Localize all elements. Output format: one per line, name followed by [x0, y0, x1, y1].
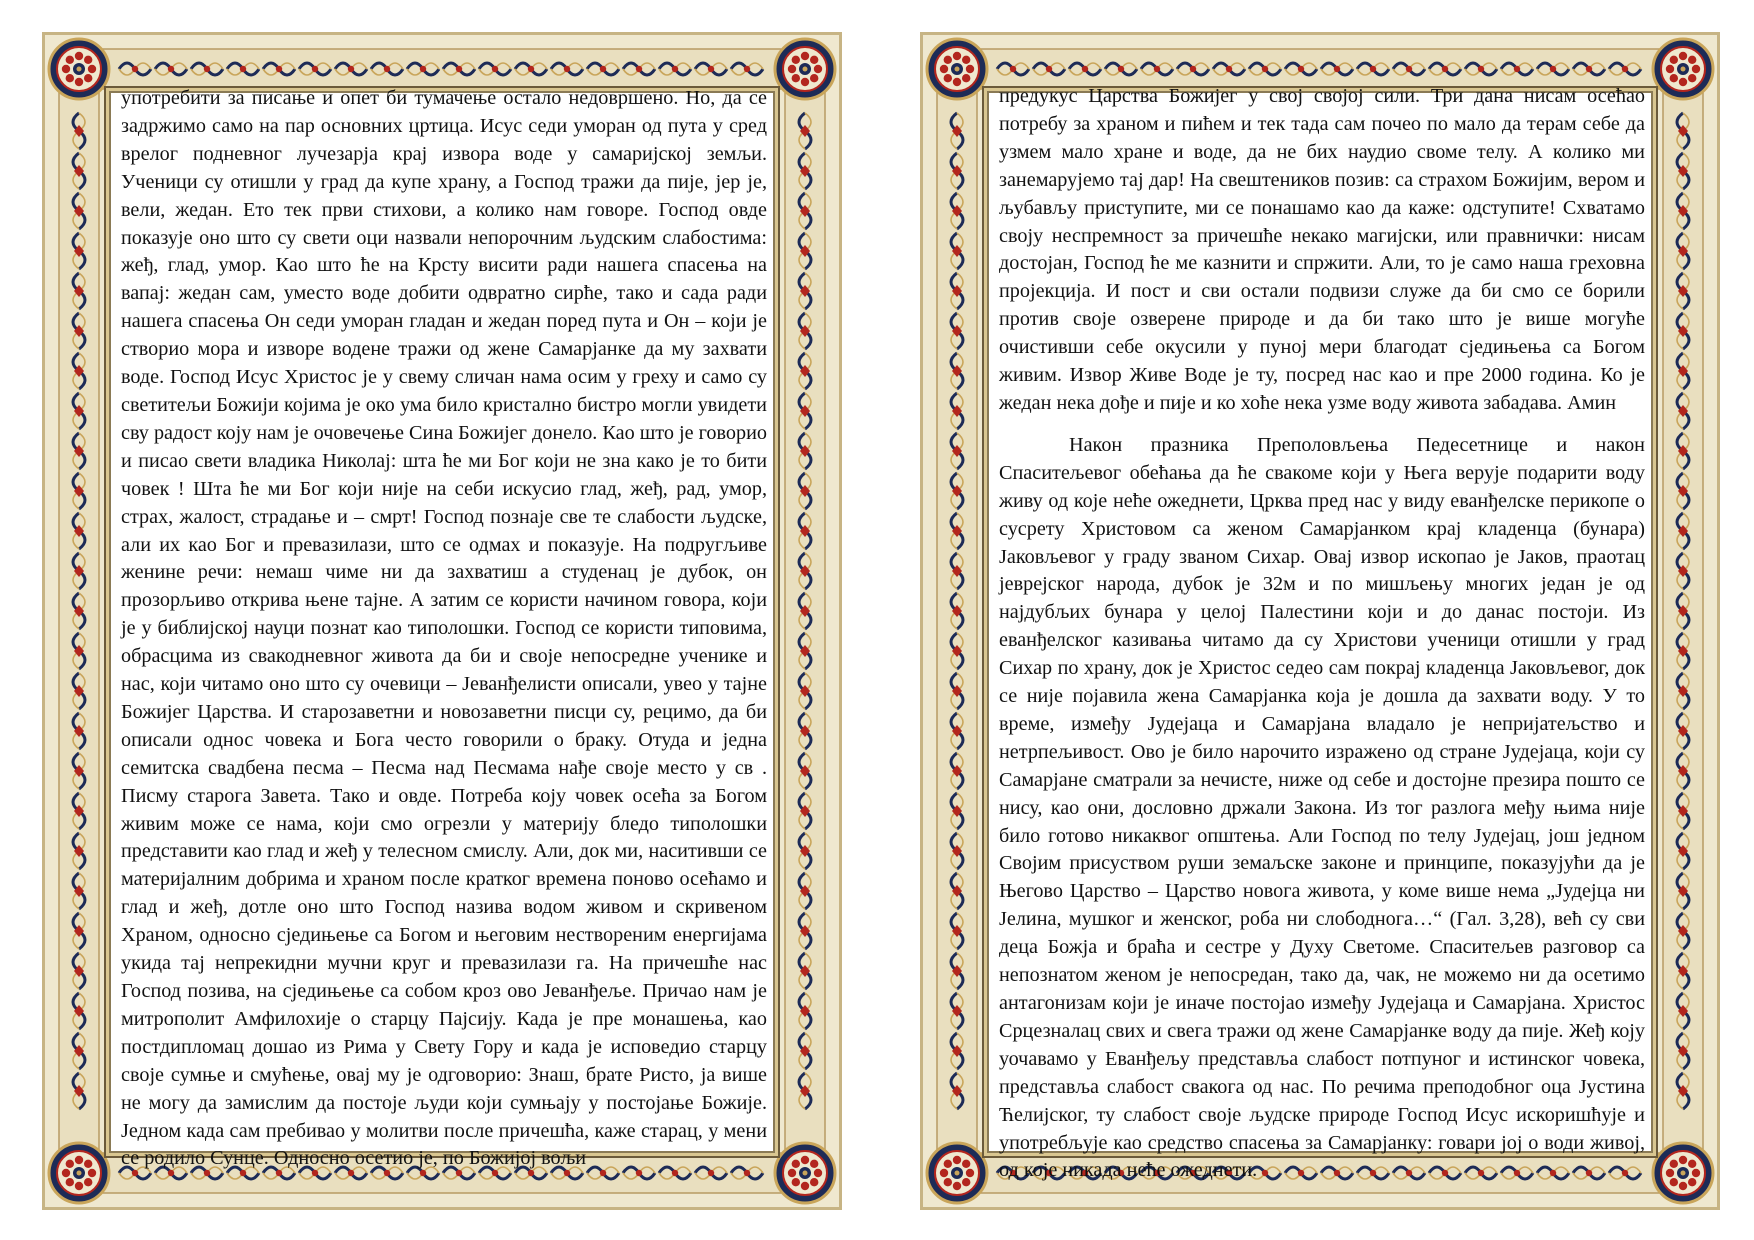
- page-text: [999, 83, 1645, 1185]
- rosette-icon: [927, 1143, 987, 1203]
- paragraph: употребити за писање и опет би тумачење остало недовршено. Но, да се задржимо само на пар основних цртица. Исус седи уморан од пута у сред врелог подневног лучезарја крај извора воде у самаријској земљи. Ученици су отишли у град да купе храну, а Господ тражи да пије, јер је, вели, жедан. Ето тек први стихови, а колико нам говоре. Господ овде показује оно што су свети оци назвали непорочним људским слабостима: жеђ, глад, умор. Као што ће на Крсту висити ради нашега спасења на вапај: жедан сам, уместо воде добити одвратно сирће, тако и сада ради нашега спасења Он седи уморан гладан и жедан поред пута и Он – који је створио мора и изворе водене тражи од жене Самарјанке да му захвати воде. Господ Исус Христос је у свему сличан нама осим у греху и само су светитељи Божији којима је око ума било кристално бистро могли увидети сву радост коју нам је очовечење Сина Божијег донело. Као што је говорио и писао свети владика Николај: шта ће ми Бог који не зна како је то бити човек ! Шта ће ми Бог који није на себи искусио глад, жеђ, рад, умор, страх, жалост, страдање и – смрт! Господ познаје све те слабости људске, али их као Бог и превазилази, што се одмах и показује. На подругљиве женине речи: немаш чиме ни да захватиш а студенац је дубок, он прозорљиво открива њене тајне. А затим се користи начином говора, који је у библијској науци познат као типолошки. Господ се користи типовима, обрасцима из свакодневног живота да би и своје непосредне ученике и нас, који читамо оно што су очевици – Јеванђелисти описали, увео у тајне Божијег Царства. И старозаветни и новозаветни писци су, рецимо, да би описали однос човека и Бога често говорили о браку. Отуда и једна семитска свадбена песма – Песма над Песмама нађе своје место у св . Писму старога Завета. Тако и овде. Потреба коју човек осећа за Богом живим може се нама, који смо огрезли у материју бледо типолошки представити као глад и жеђ у телесном смислу. Али, док ми, наситивши се материјалним добрима и храном после кратког времена поново осећамо и глад и жеђ, дотле оно што Господ назива водом живом и скривеном Храном, односно сједињење са Богом и његовим нествореним енергијама укида тај непрекидни мучни круг и превазилази га. На причешће нас Господ позива, на сједињење са собом кроз ово Јеванђеље. Причао нам је митрополит Амфилохије о старцу Пајсију. Када је пре монашења, као постдипломац дошао из Рима у Свету Гору и када је исповедио старцу своје сумње и смућење, овај му је одговорио: Знаш, брате Ристо, ја више не могу да замислим да постоје људи који сумњају у постојање Божије. Једном када сам пребивао у молитви после причешћа, каже старац, у мени се родило Сунце. Односно осетио је, по Божијој вољи: [121, 87, 767, 1170]
- page-text: [121, 85, 767, 1173]
- rosette-icon: [1653, 39, 1713, 99]
- rosette-icon: [775, 39, 835, 99]
- rosette-icon: [49, 39, 109, 99]
- rosette-icon: [775, 1143, 835, 1203]
- paragraph: предукус Царства Божијег у свој својој сили. Три дана нисам осећао потребу за храном и пићем и тек тада сам почео по мало да терам себе да узмем мало хране и воде, да не бих наудио своме телу. А колико ми занемарујемо тај дар! На свештеников позив: са страхом Божијим, вером и љубављу приступите, ми се понашамо као да каже: одступите! Схватамо своју неспремност за причешће некако магијски, или правнички: нисам достојан, Господ ће ме казнити и спржити. Али, то је само наша греховна пројекција. И пост и сви остали подвизи служе да би смо се борили против своје озверене природе и да би тако што је више могуће очистивши себе окусили у пуној мери благодат сједињења са Богом живим. Извор Живе Воде је ту, посред нас као и пре 2000 година. Ко је жедан нека дође и пије и ко хоће нека узме воду живота забадава. Амин: [999, 85, 1645, 414]
- rosette-icon: [927, 39, 987, 99]
- rosette-icon: [1653, 1143, 1713, 1203]
- right-page: [920, 32, 1720, 1210]
- rosette-icon: [49, 1143, 109, 1203]
- left-page: [42, 32, 842, 1210]
- paragraph: Након празника Преполовљења Педесетнице и након Спаситељевог обећања да ће свакоме који у Њега верује подарити воду живу од које неће ожеднети, Црква пред нас у виду еванђелске перикопе о сусрету Христовом са женом Самарјанком крај кладенца (бунара) Јаковљевог у граду званом Сихар. Овај извор ископао је Јаков, праотац јеврејског народа, дубок је 32м и по мишљењу многих један је од најдубљих бунара у целој Палестини који и до данас постоји. Из еванђелског казивања читамо да су Христови ученици отишли у град Сихар по храну, док је Христос седео сам покрај кладенца Јаковљевог, док се није појавила жена Самарјанка која је дошла да захвати воду. У то време, између Јудејаца и Самарјана владало је непријатељство и нетрпељивост. Ово је било нарочито изражено од стране Јудејаца, који су Самарјане сматрали за нечисте, ниже од себе и достојне презира пошто се нису, као они, дословно држали Закона. Из тог разлога међу њима није било готово никаквог општења. Али Господ по телу Јудејац, још једном Својим присуством руши земаљске законе и принципе, показујући да је Његово Царство – Царство новога живота, у коме више нема „Јудејца ни Јелина, мушког и женског, роба ни слободнога…“ (Гал. 3,28), већ су сви деца Божја и браћа и сестре у Духу Светоме. Спаситељев разговор са непознатом женом је непосредан, тако да, чак, не можемо ни да осетимо антагонизам који је иначе постојао између Јудејаца и Самарјана. Христос Срцезналац свих и свега тражи од жене Самарјанке воду да пије. Жеђ коју уочавамо у Еванђељу представља слабост потпуног и истинског човека, представља слабост свакога од нас. По речима преподобног оца Јустина Ћелијског, ту слабост своје људске природе Господ Исус искоришћује и употребљује као средство спасења за Самарјанку: говари јој о води живој, од које никада неће ожеднети.: [999, 433, 1645, 1182]
